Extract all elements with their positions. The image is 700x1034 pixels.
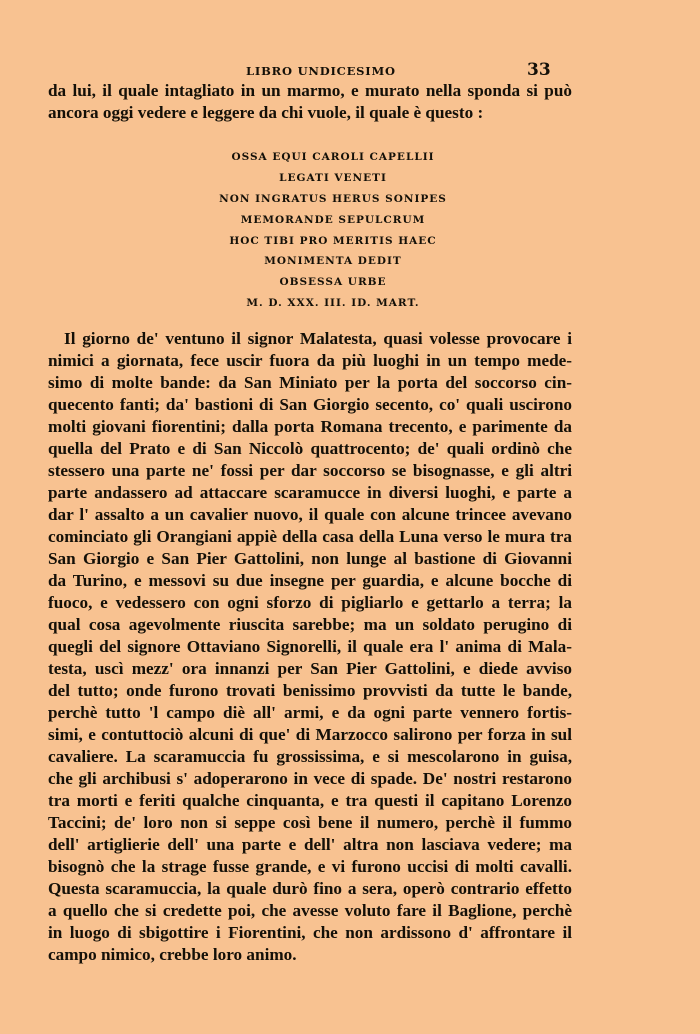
inscription-line: LEGATI VENETI xyxy=(279,171,387,184)
epitaph-inscription xyxy=(150,147,516,314)
text-line: dar l' assalto a un cavalier nuovo, il quale con alcune trincee avevano xyxy=(48,505,572,524)
text-line: nimici a giornata, fece uscir fuora da più luoghi in un tempo mede- xyxy=(48,351,572,370)
text-line: tra morti e feriti qualche cinquanta, e tra questi il capitano Lorenzo xyxy=(48,791,572,810)
text-line: Taccini; de' loro non si seppe così bene il numero, perchè il fummo xyxy=(48,813,572,832)
text-line: quegli del signore Ottaviano Signorelli, il quale era l' anima di Mala- xyxy=(48,637,572,656)
text-line: testa, uscì mezz' ora innanzi per San Pier Gattolini, e diede avviso xyxy=(48,659,572,678)
text-line: cavaliere. La scaramuccia fu grossissima, e si mescolarono in guisa, xyxy=(48,747,572,766)
text-line: dell' artiglierie dell' una parte e dell' altra non lasciava vedere; ma xyxy=(48,835,572,854)
text-line: simi, e contuttociò alcuni di que' di Marzocco salirono per forza in sul xyxy=(48,725,572,744)
text-line: in luogo di sbigottire i Fiorentini, che non ardissono d' affrontare il xyxy=(48,923,572,942)
inscription-line: OSSA EQUI CAROLI CAPELLII xyxy=(231,151,435,163)
inscription-line: M. D. XXX. III. ID. MART. xyxy=(246,297,420,310)
text-line: fuoco, e vedessero con ogni sforzo di pigliarlo e gettarlo a terra; la xyxy=(48,593,572,612)
text-line: a quello che si credette poi, che avesse voluto fare il Baglione, perchè xyxy=(48,901,572,920)
inscription-line: MEMORANDE SEPULCRUM xyxy=(240,213,426,226)
text-line: quella del Prato e di San Niccolò quattrocento; de' quali ordinò che xyxy=(48,439,572,458)
text-line: da Turino, e messovi su due insegne per guardia, e alcune bocche di xyxy=(48,571,572,590)
text-line: Questa scaramuccia, la quale durò fino a sera, operò contrario effetto xyxy=(48,879,572,898)
text-line: da lui, il quale intagliato in un marmo, e murato nella sponda si può xyxy=(48,81,572,100)
text-line: quecento fanti; da' bastioni di San Giorgio secento, co' quali uscirono xyxy=(48,395,572,414)
text-line: simo di molte bande: da San Miniato per la porta del soccorso cin- xyxy=(48,373,572,392)
running-title: LIBRO UNDICESIMO xyxy=(246,64,396,78)
text-line: Il giorno de' ventuno il signor Malatesta, quasi volesse provocare i xyxy=(64,329,572,348)
text-line: ancora oggi vedere e leggere da chi vuole, il quale è questo : xyxy=(48,103,484,122)
inscription-line: MONIMENTA DEDIT xyxy=(264,255,402,268)
text-line: qual cosa agevolmente riuscita sarebbe; ma un soldato perugino di xyxy=(48,615,572,634)
inscription-line: NON INGRATUS HERUS SONIPES xyxy=(219,192,447,205)
text-line: campo nimico, crebbe loro animo. xyxy=(48,945,297,964)
text-line: bisognò che la strage fusse grande, e vi furono uccisi di molti cavalli. xyxy=(48,857,572,876)
text-line: stessero una parte ne' fossi per dar soccorso se bisognasse, e gli altri xyxy=(48,461,572,480)
text-line: del tutto; onde furono trovati benissimo provvisti da tutte le bande, xyxy=(48,681,572,700)
text-line: perchè tutto 'l campo diè all' armi, e da ogni parte vennero fortis- xyxy=(48,703,572,722)
text-line: molti giovani fiorentini; dalla porta Romana trecento, e parimente da xyxy=(48,417,572,436)
inscription-line: OBSESSA URBE xyxy=(279,276,387,289)
text-line: San Giorgio e San Pier Gattolini, non lunge al bastione di Giovanni xyxy=(48,549,572,568)
inscription-line: HOC TIBI PRO MERITIS HAEC xyxy=(229,234,437,247)
text-line: che gli archibusi s' adoperarono in vece di spade. De' nostri restarono xyxy=(48,769,572,788)
text-line: cominciato gli Orangiani appiè della casa della Luna verso le mura tra xyxy=(48,527,572,546)
page-number: 33 xyxy=(527,60,551,80)
text-line: parte andassero ad attaccare scaramucce in diversi luoghi, e parte a xyxy=(48,483,572,502)
